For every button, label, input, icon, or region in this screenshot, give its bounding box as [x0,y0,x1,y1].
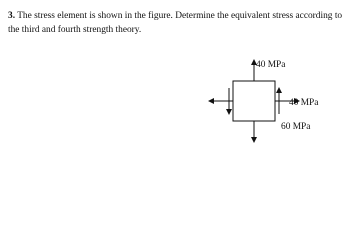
right-stress-label: 40 MPa [289,98,319,108]
bottom-right-stress-label: 60 MPa [281,122,311,132]
problem-number: 3. [8,11,16,21]
top-stress-label: 40 MPa [256,60,286,70]
problem-text: The stress element is shown in the figure. Determine the equivalent stress according to the third and fourth strength theory. [8,11,343,35]
stress-element-square [233,81,275,121]
